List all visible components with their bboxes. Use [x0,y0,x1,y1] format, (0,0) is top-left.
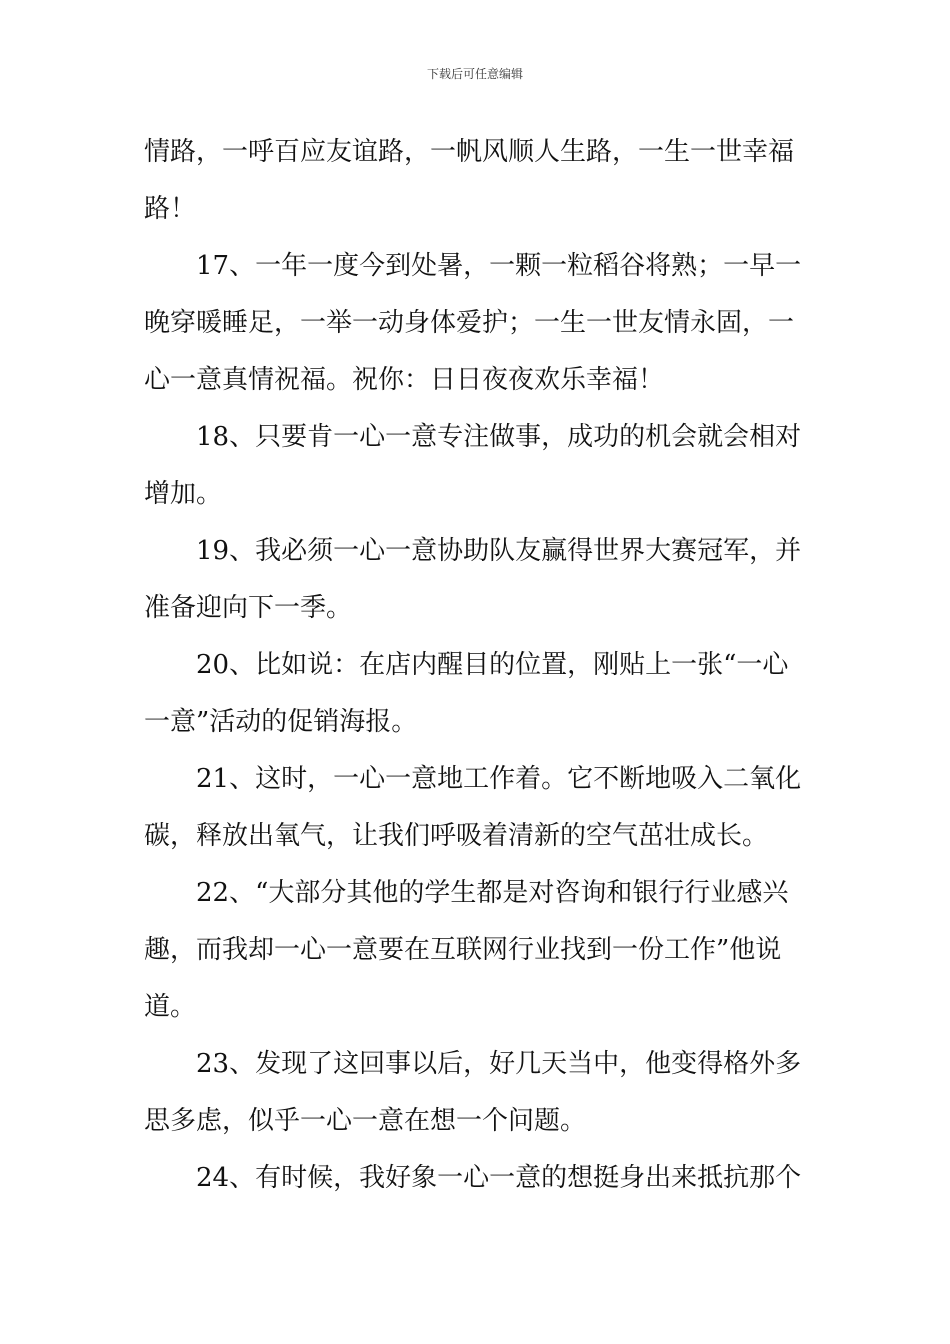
text-line: 路！ [144,194,197,224]
paragraph-21 [144,751,808,865]
paragraph-continuation [144,124,808,238]
paragraph-23 [144,1036,808,1150]
text-line: 晚穿暖睡足，一举一动身体爱护；一生一世友情永固，一 [144,308,795,338]
text-line: 23、发现了这回事以后，好几天当中，他变得格外多 [196,1049,802,1079]
text-line: 18、只要肯一心一意专注做事，成功的机会就会相对 [196,422,802,452]
text-line: 道。 [144,992,197,1022]
text-line: 19、我必须一心一意协助队友赢得世界大赛冠军，并 [196,536,802,566]
paragraph-17 [144,238,808,409]
text-line: 一意”活动的促销海报。 [144,707,418,737]
paragraph-24 [144,1150,808,1207]
text-line: 碳，释放出氧气，让我们呼吸着清新的空气茁壮成长。 [144,821,769,851]
text-line: 思多虑，似乎一心一意在想一个问题。 [144,1106,587,1136]
paragraph-18 [144,409,808,523]
text-line: 情路，一呼百应友谊路，一帆风顺人生路，一生一世幸福 [144,137,795,167]
text-line: 趣，而我却一心一意要在互联网行业找到一份工作”他说 [144,935,782,965]
document-body [144,124,808,1207]
paragraph-20 [144,637,808,751]
text-line: 心一意真情祝福。祝你：日日夜夜欢乐幸福！ [144,365,665,395]
page-header: 下载后可任意编辑 [426,67,523,81]
text-line: 24、有时候，我好象一心一意的想挺身出来抵抗那个 [196,1163,802,1193]
text-line: 22、“大部分其他的学生都是对咨询和银行行业感兴 [196,878,789,908]
text-line: 17、一年一度今到处暑，一颗一粒稻谷将熟；一早一 [196,251,802,281]
text-line: 20、比如说：在店内醒目的位置，刚贴上一张“一心 [196,650,789,680]
paragraph-22 [144,865,808,1036]
text-line: 21、这时，一心一意地工作着。它不断地吸入二氧化 [196,764,802,794]
text-line: 准备迎向下一季。 [144,593,353,623]
paragraph-19 [144,523,808,637]
text-line: 增加。 [144,479,223,509]
